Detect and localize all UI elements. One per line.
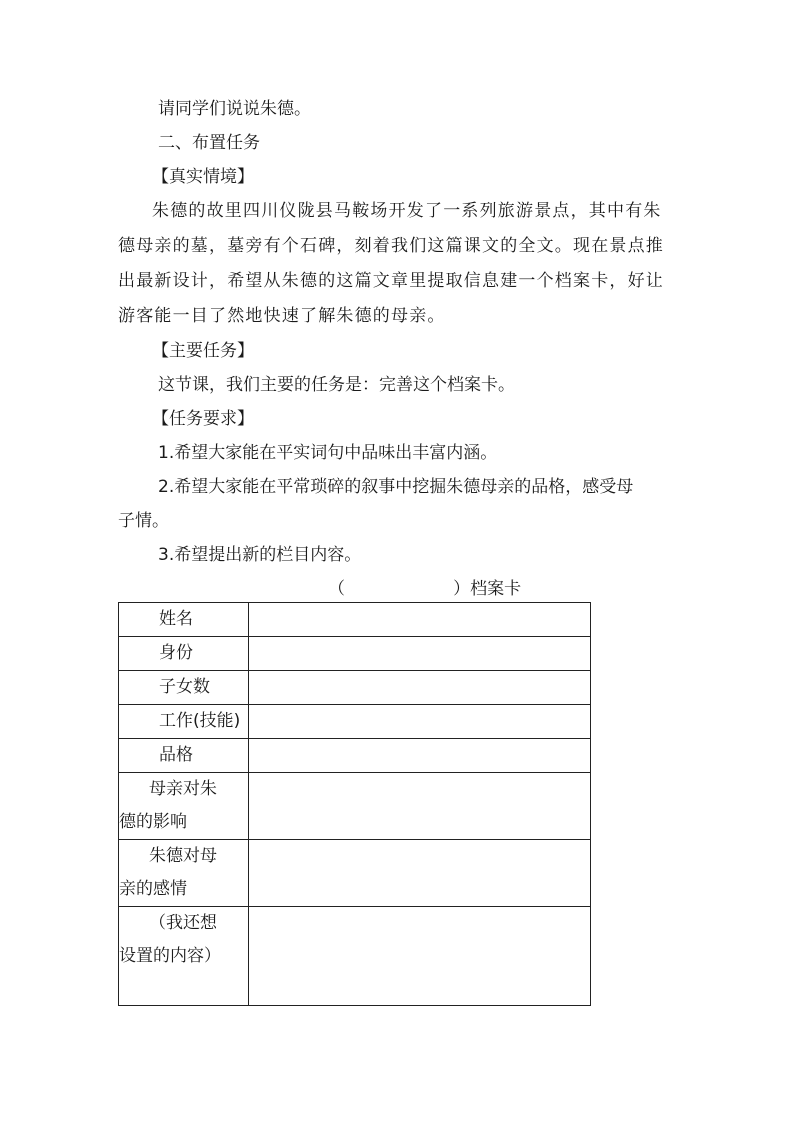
- feeling-label-line2: 亲的感情: [119, 879, 187, 899]
- real-context-line: 出最新设计，希望从朱德的这篇文章里提取信息建一个档案卡，好让: [118, 271, 664, 291]
- real-context-line: 德母亲的墓，墓旁有个石碑，刻着我们这篇课文的全文。现在景点推: [118, 236, 664, 256]
- intro-line: 请同学们说说朱德。: [158, 99, 311, 119]
- table-row: [119, 773, 591, 840]
- identity-value-cell[interactable]: [248, 637, 590, 671]
- real-context-paragraph: [118, 194, 708, 334]
- feeling-label-line1: 朱德对母: [149, 846, 217, 866]
- table-row: [119, 840, 591, 907]
- table-row: [119, 637, 591, 671]
- identity-label: 身份: [159, 643, 193, 663]
- feeling-label: [119, 840, 248, 906]
- influence-label: [119, 773, 248, 839]
- work-label: 工作(技能): [159, 711, 241, 731]
- label-cell: [119, 773, 249, 840]
- work-value-cell[interactable]: [248, 705, 590, 739]
- custom-value-cell[interactable]: [248, 907, 590, 1006]
- feeling-value-cell[interactable]: [248, 840, 590, 907]
- label-cell: [119, 907, 249, 1006]
- custom-label-line1: （我还想: [149, 913, 217, 933]
- label-cell: [119, 739, 249, 773]
- children-value-cell[interactable]: [248, 671, 590, 705]
- requirement-item-2: 2.希望大家能在平常琐碎的叙事中挖掘朱德母亲的品格，感受母: [158, 477, 634, 497]
- card-title: （ ）档案卡: [328, 579, 522, 599]
- section-two-title: 二、布置任务: [158, 133, 260, 153]
- main-task-heading: 【主要任务】: [152, 341, 254, 361]
- real-context-heading: 【真实情境】: [152, 167, 254, 187]
- custom-label: [119, 907, 248, 973]
- requirement-item-1: 1.希望大家能在平实词句中品味出丰富内涵。: [158, 443, 498, 463]
- influence-label-line1: 母亲对朱: [149, 779, 217, 799]
- table-row: [119, 705, 591, 739]
- character-label: 品格: [159, 745, 193, 765]
- character-value-cell[interactable]: [248, 739, 590, 773]
- influence-label-line2: 德的影响: [119, 812, 187, 832]
- children-label: 子女数: [159, 677, 210, 697]
- requirement-item-3: 3.希望提出新的栏目内容。: [158, 545, 362, 565]
- table-row: [119, 671, 591, 705]
- table-row: [119, 739, 591, 773]
- real-context-line: 朱德的故里四川仪陇县马鞍场开发了一系列旅游景点，其中有朱: [152, 201, 662, 221]
- task-requirements-heading: 【任务要求】: [152, 409, 254, 429]
- label-cell: [119, 671, 249, 705]
- document-body: [118, 92, 708, 606]
- custom-label-line2: 设置的内容）: [119, 946, 221, 966]
- main-task-text: 这节课，我们主要的任务是：完善这个档案卡。: [158, 375, 515, 395]
- profile-card-table: [118, 602, 591, 1006]
- label-cell: [119, 705, 249, 739]
- table-row: [119, 907, 591, 1006]
- real-context-line: 游客能一目了然地快速了解朱德的母亲。: [118, 306, 446, 326]
- label-cell: [119, 637, 249, 671]
- label-cell: [119, 840, 249, 907]
- name-label: 姓名: [159, 609, 193, 629]
- requirement-item-2-cont: 子情。: [118, 511, 169, 531]
- name-value-cell[interactable]: [248, 603, 590, 637]
- label-cell: [119, 603, 249, 637]
- table-row: [119, 603, 591, 637]
- influence-value-cell[interactable]: [248, 773, 590, 840]
